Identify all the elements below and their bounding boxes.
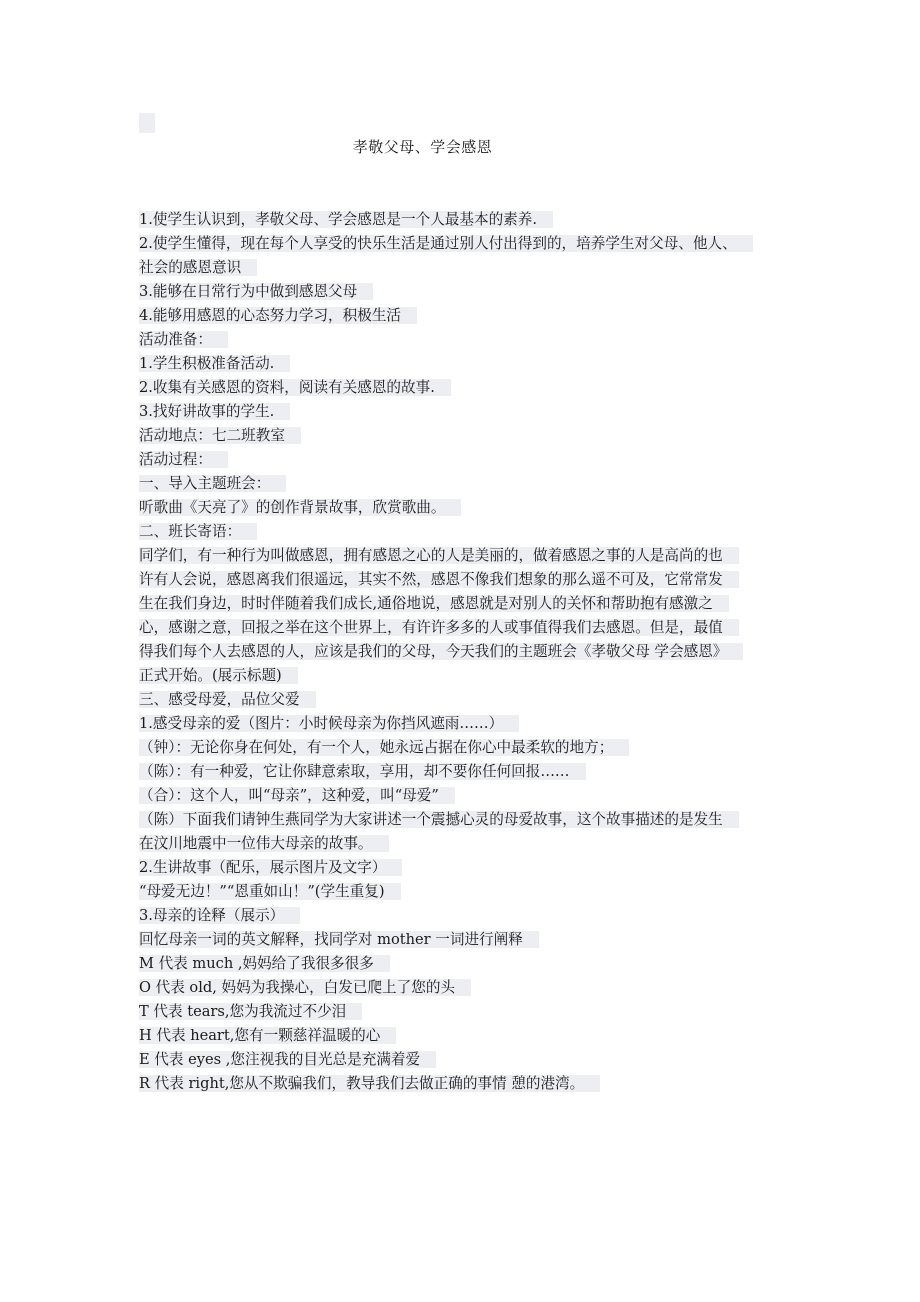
text-line: O 代表 old, 妈妈为我操心，白发已爬上了您的头	[139, 976, 789, 1000]
text-line: “母爱无边！”“恩重如山！”(学生重复)	[139, 880, 789, 904]
text-line: 在汶川地震中一位伟大母亲的故事。	[139, 832, 789, 856]
text-line: （钟）：无论你身在何处，有一个人，她永远占据在你心中最柔软的地方；	[139, 736, 789, 760]
text-line: 二、班长寄语：	[139, 520, 789, 544]
text-line: M 代表 much ,妈妈给了我很多很多	[139, 952, 789, 976]
text-line: 心，感谢之意，回报之举在这个世界上，有许许多多的人或事值得我们去感恩。但是，最值	[139, 616, 789, 640]
document-title: 孝敬父母、学会感恩	[352, 138, 493, 156]
text-line: 2.生讲故事（配乐，展示图片及文字）	[139, 856, 789, 880]
text-line: T 代表 tears,您为我流过不少泪	[139, 1000, 789, 1024]
text-line: H 代表 heart,您有一颗慈祥温暖的心	[139, 1024, 789, 1048]
text-line: 3.能够在日常行为中做到感恩父母	[139, 280, 789, 304]
highlight-marker	[139, 113, 155, 133]
text-line: E 代表 eyes ,您注视我的目光总是充满着爱	[139, 1048, 789, 1072]
text-line: 得我们每个人去感恩的人，应该是我们的父母，今天我们的主题班会《孝敬父母 学会感恩》	[139, 640, 789, 664]
text-line: 4.能够用感恩的心态努力学习，积极生活	[139, 304, 789, 328]
text-line: 活动过程：	[139, 448, 789, 472]
text-line: 生在我们身边，时时伴随着我们成长,通俗地说，感恩就是对别人的关怀和帮助抱有感激之	[139, 592, 789, 616]
text-line: （陈）下面我们请钟生燕同学为大家讲述一个震撼心灵的母爱故事，这个故事描述的是发生	[139, 808, 789, 832]
text-line: 许有人会说，感恩离我们很遥远，其实不然，感恩不像我们想象的那么遥不可及，它常常发	[139, 568, 789, 592]
text-line: 同学们，有一种行为叫做感恩，拥有感恩之心的人是美丽的，做着感恩之事的人是高尚的也	[139, 544, 789, 568]
text-line: 1.学生积极准备活动.	[139, 352, 789, 376]
text-line: 3.母亲的诠释（展示）	[139, 904, 789, 928]
text-line: 三、感受母爱，品位父爱	[139, 688, 789, 712]
text-line: 2.收集有关感恩的资料，阅读有关感恩的故事.	[139, 376, 789, 400]
text-line: 1.感受母亲的爱（图片：小时候母亲为你挡风遮雨……）	[139, 712, 789, 736]
text-line: 回忆母亲一词的英文解释，找同学对 mother 一词进行阐释	[139, 928, 789, 952]
text-line: 一、导入主题班会：	[139, 472, 789, 496]
text-line: 3.找好讲故事的学生.	[139, 400, 789, 424]
document-body	[139, 208, 789, 1096]
text-line: 1.使学生认识到，孝敬父母、学会感恩是一个人最基本的素养.	[139, 208, 789, 232]
text-line: R 代表 right,您从不欺骗我们，教导我们去做正确的事情 憩的港湾。	[139, 1072, 789, 1096]
text-line: （合）：这个人，叫“母亲”，这种爱，叫“母爱”	[139, 784, 789, 808]
text-line: 社会的感恩意识	[139, 256, 789, 280]
text-line: 正式开始。(展示标题)	[139, 664, 789, 688]
text-line: 听歌曲《天亮了》的创作背景故事，欣赏歌曲。	[139, 496, 789, 520]
text-line: 活动准备：	[139, 328, 789, 352]
text-line: 2.使学生懂得，现在每个人享受的快乐生活是通过别人付出得到的，培养学生对父母、他人、	[139, 232, 789, 256]
text-line: 活动地点：七二班教室	[139, 424, 789, 448]
text-line: （陈）：有一种爱，它让你肆意索取，享用，却不要你任何回报……	[139, 760, 789, 784]
